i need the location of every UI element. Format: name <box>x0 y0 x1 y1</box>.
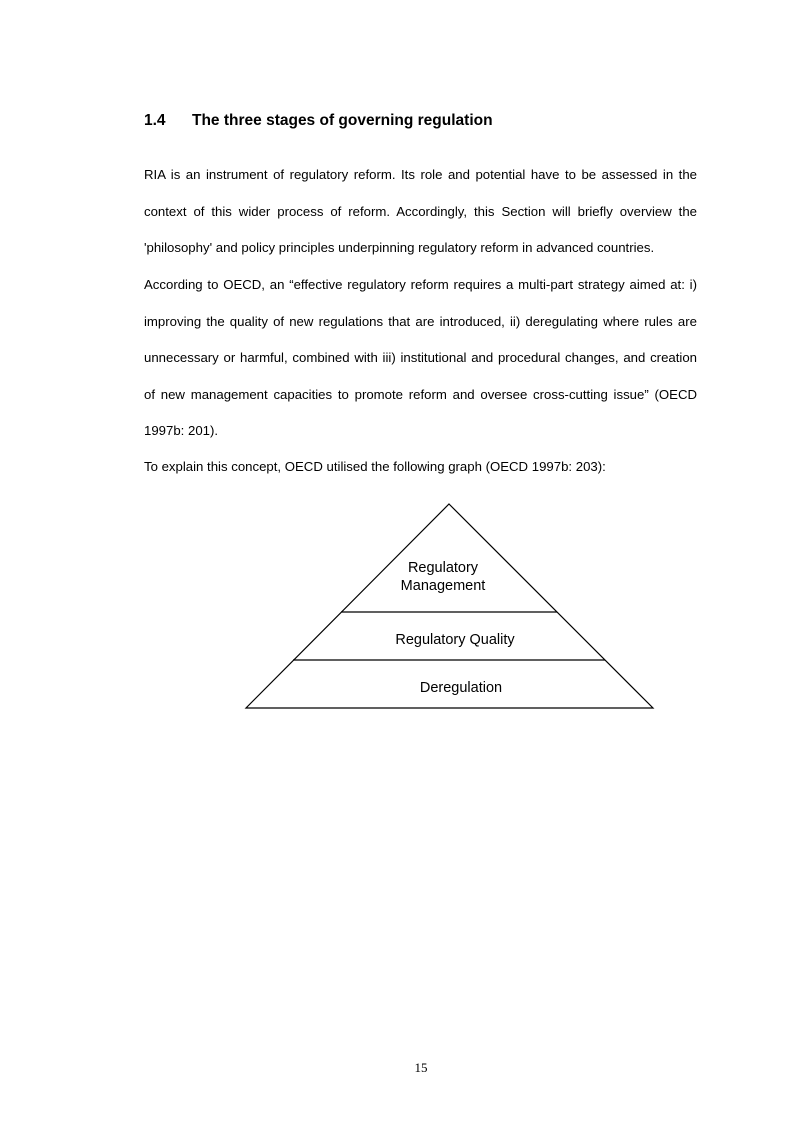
paragraph-graph-intro: To explain this concept, OECD utilised the following graph (OECD 1997b: 203): <box>144 459 606 474</box>
paragraph-oecd-quote: According to OECD, an “effective regulatory reform requires a multi-part strategy aimed at: i) improving the quality of new regulations that are introduced, ii) deregulating where rules are unnecessary or harmful, combined with iii) institutional and procedural changes, and creation of new management capacities to promote reform and oversee cross-cutting issue” (OECD 1997b: 201). <box>144 277 697 438</box>
paragraph-ria-intro: RIA is an instrument of regulatory reform. Its role and potential have to be assessed in the context of this wider process of reform. Accordingly, this Section will briefly overview the 'philosophy' and policy principles underpinning regulatory reform in advanced countries. <box>144 167 697 255</box>
page-number: 15 <box>414 1060 428 1075</box>
section-heading <box>144 112 493 130</box>
section-number: 1.4 <box>144 112 166 129</box>
tier-label-management-line2: Management <box>400 578 486 594</box>
pyramid-outline <box>246 504 653 708</box>
tier-label-management-line1: Regulatory <box>407 560 479 576</box>
regulation-pyramid-figure <box>240 498 660 713</box>
pyramid-diagram <box>240 498 660 713</box>
tier-label-quality: Regulatory Quality <box>395 632 515 648</box>
section-title: The three stages of governing regulation <box>192 112 493 129</box>
tier-label-deregulation: Deregulation <box>419 680 503 696</box>
